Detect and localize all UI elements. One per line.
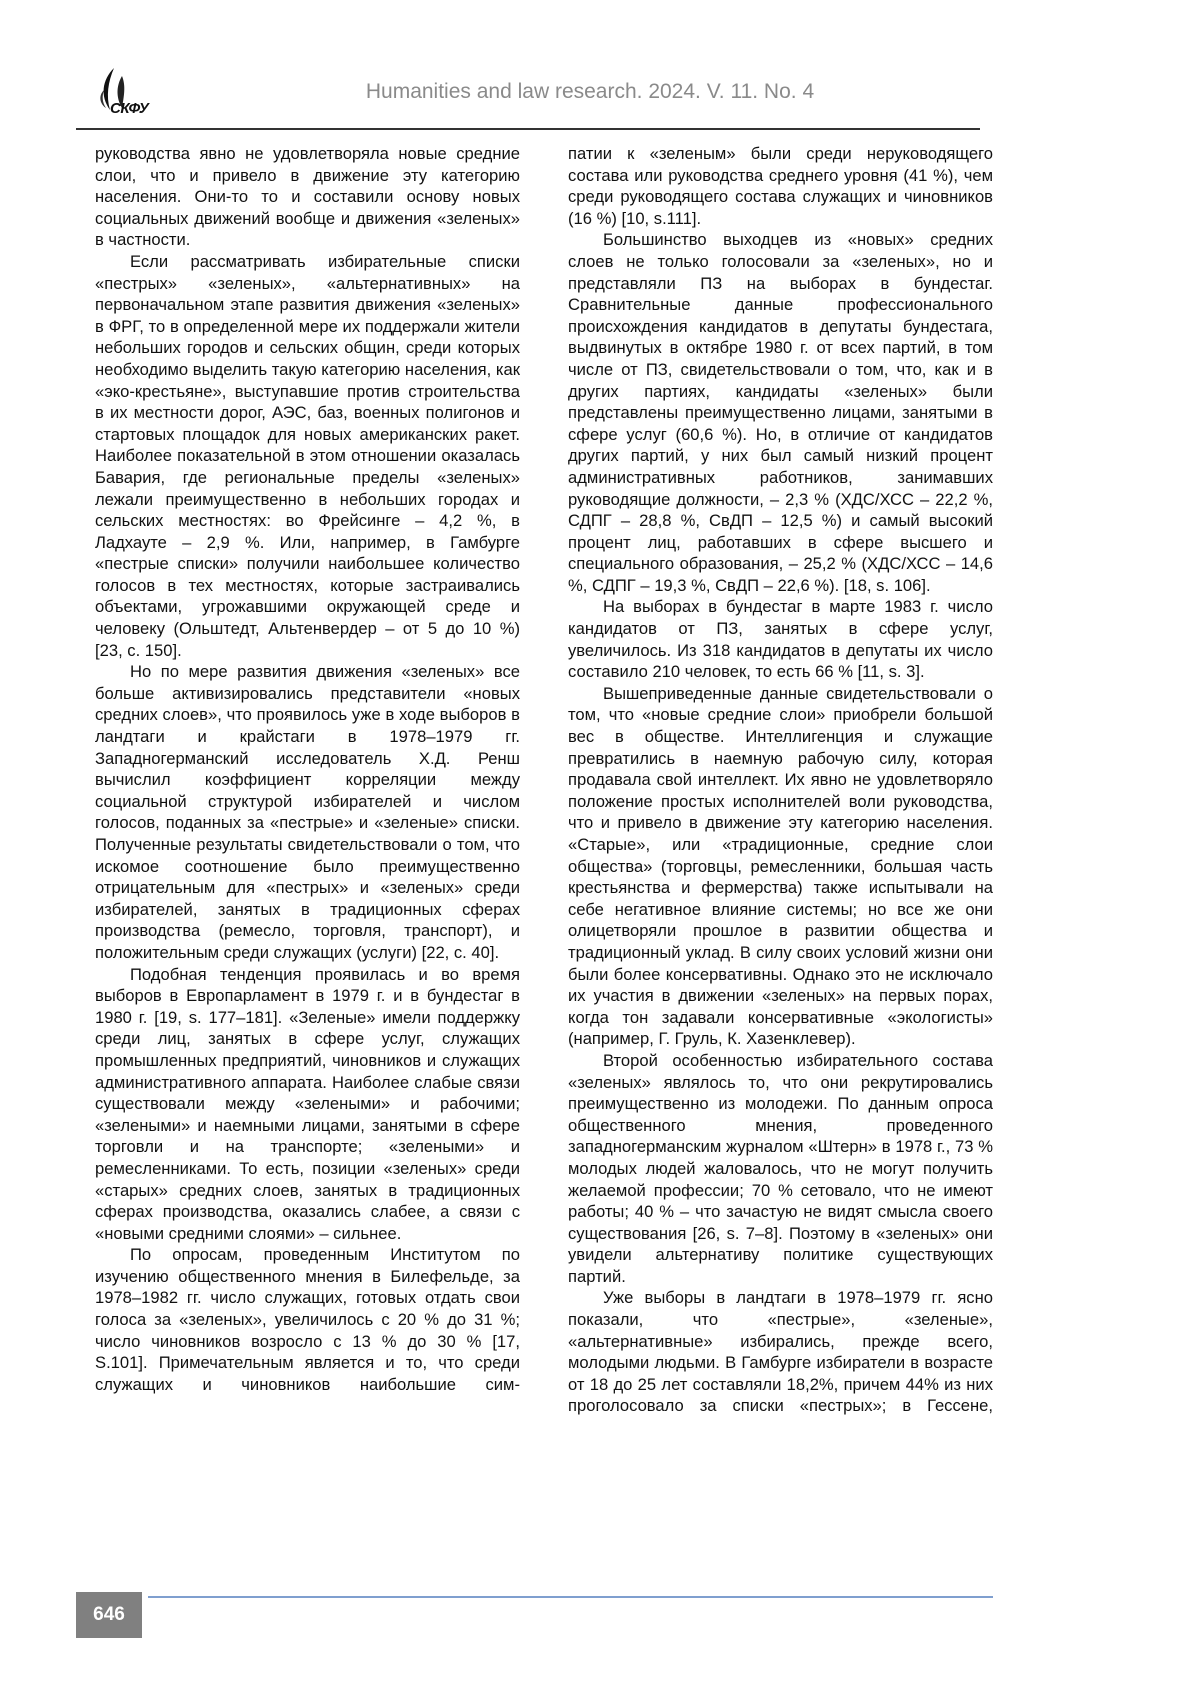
header-divider — [76, 128, 980, 130]
paragraph: По опросам, проведенным Институтом по изучению общественного мнения в Билефельде, за 1978–1982 гг. число служащих, готовых отдать свои голоса за «зеленых», увеличилось с 20 % до 31 %; число чиновников возросло с 13 % до 30 % [17, S.101]. Примечательным является и то, что среди служащих и чиновников наибольшие сим- — [95, 1244, 520, 1395]
paragraph: Если рассматривать избирательные списки «пестрых» «зеленых», «альтернативных» на первоначальном этапе развития движения «зеленых» в ФРГ, то в определенной мере их поддержали жители небольших городов и сельских общин, среди которых необходимо выделить такую категорию населения, как «эко-крестьяне», выступавшие против строительства в их местности дорог, АЭС, баз, военных полигонов и стартовых площадок для новых американских ракет. Наиболее показательной в этом отношении оказалась Бавария, где региональные пределы «зеленых» лежали преимущественно в небольших городах и сельских местностях: во Фрейсинге – 4,2 %, в Ладхауте – 2,9 %. Или, например, в Гамбурге «пестрые списки» получили наибольшее количество голосов в тех местностях, которые застраивались объектами, угрожавшими окружающей среде и человеку (Ольштедт, Альтенвердер – от 5 до 10 %) [23, с. 150]. — [95, 251, 520, 661]
footer-divider — [148, 1596, 993, 1598]
journal-title: Humanities and law research. 2024. V. 11. No. 4 — [300, 80, 880, 104]
page-number: 646 — [76, 1592, 142, 1638]
logo-text: СКФУ — [110, 100, 148, 117]
paragraph: Уже выборы в ландтаги в 1978–1979 гг. ясно показали, что «пестрые», «зеленые», «альтернативные» избирались, прежде всего, молодыми людьми. В Гамбурге избиратели в возрасте от 18 до 25 лет составляли 18,2%, причем 44% из них проголосовало за списки «пестрых»; в Гессене, — [568, 1287, 993, 1417]
paragraph: Подобная тенденция проявилась и во время выборов в Европарламент в 1979 г. и в бундестаг в 1980 г. [19, s. 177–181]. «Зеленые» имели поддержку среди лиц, занятых в сфере услуг, служащих промышленных предприятий, чиновников и служащих административного аппарата. Наиболее слабые связи существовали между «зелеными» и рабочими; «зелеными» и наемными лицами, занятыми в сфере торговли и на транспорте; «зелеными» и ремесленниками. То есть, позиции «зеленых» среди «старых» средних слоев, занятых в традиционных сферах производства, оказались слабее, а связи с «новыми средними слоями» – сильнее. — [95, 964, 520, 1245]
paragraph: руководства явно не удовлетворяла новые средние слои, что и привело в движение эту категорию населения. Они-то то и составили основу новых социальных движений вообще и движения «зеленых» в частности. — [95, 143, 520, 251]
left-column — [95, 143, 520, 1395]
paragraph: Второй особенностью избирательного состава «зеленых» являлось то, что они рекрутировались преимущественно из молодежи. По данным опроса общественного мнения, проведенного западногерманским журналом «Штерн» в 1978 г., 73 % молодых людей жаловалось, что не могут получить желаемой профессии; 70 % сетовало, что не имеют работы; 40 % – что зачастую не видят смысла своего существования [26, s. 7–8]. Поэтому в «зеленых» они увидели альтернативу политике существующих партий. — [568, 1050, 993, 1288]
paragraph: патии к «зеленым» были среди неруководящего состава или руководства среднего уровня (41 %), чем среди руководящего состава служащих и чиновников (16 %) [10, s.111]. — [568, 143, 993, 229]
paragraph: Но по мере развития движения «зеленых» все больше активизировались представители «новых средних слоев», что проявилось уже в ходе выборов в ландтаги и крайстаги в 1978–1979 гг. Западногерманский исследователь Х.Д. Ренш вычислил коэффициент корреляции между социальной структурой избирателей и числом голосов, поданных за «пестрые» и «зеленые» списки. Полученные результаты свидетельствовали о том, что искомое соотношение было преимущественно отрицательным для «пестрых» и «зеленых» среди избирателей, занятых в традиционных сферах производства (ремесло, торговля, транспорт), и положительным среди служащих (услуги) [22, с. 40]. — [95, 661, 520, 963]
right-column — [568, 143, 993, 1417]
paragraph: Большинство выходцев из «новых» средних слоев не только голосовали за «зеленых», но и представляли ПЗ на выборах в бундестаг. Сравнительные данные профессионального происхождения кандидатов в депутаты бундестага, выдвинутых в октябре 1980 г. от всех партий, в том числе от ПЗ, свидетельствовали о том, что, как и в других партиях, кандидаты «зеленых» были представлены преимущественно лицами, занятыми в сфере услуг (60,6 %). Но, в отличие от кандидатов других партий, у них был самый низкий процент административных работников, занимавших руководящие должности, – 2,3 % (ХДС/ХСС – 22,2 %, СДПГ – 28,8 %, СвДП – 12,5 %) и самый высокий процент лиц, работавших в сфере высшего и специального образования, – 25,2 % (ХДС/ХСС – 14,6 %, СДПГ – 19,3 %, СвДП – 22,6 %). [18, s. 106]. — [568, 229, 993, 596]
paragraph: Вышеприведенные данные свидетельствовали о том, что «новые средние слои» приобрели большой вес в обществе. Интеллигенция и служащие превратились в наемную рабочую силу, которая продавала свой интеллект. Их явно не удовлетворяло положение простых исполнителей воли руководства, что и привело в движение эту категорию населения. «Старые», или «традиционные, средние слои общества» (торговцы, ремесленники, большая часть крестьянства и фермерства) также испытывали на себе негативное влияние системы; но все же они олицетворяли прошлое в развитии общества и традиционный уклад. В силу своих условий жизни они были более консервативны. Однако это не исключало их участия в движении «зеленых» на первых порах, когда тон задавали консервативные «экологисты» (например, Г. Груль, К. Хазенклевер). — [568, 683, 993, 1050]
paragraph: На выборах в бундестаг в марте 1983 г. число кандидатов от ПЗ, занятых в сфере услуг, увеличилось. Из 318 кандидатов в депутаты их число составило 210 человек, то есть 66 % [11, s. 3]. — [568, 596, 993, 682]
